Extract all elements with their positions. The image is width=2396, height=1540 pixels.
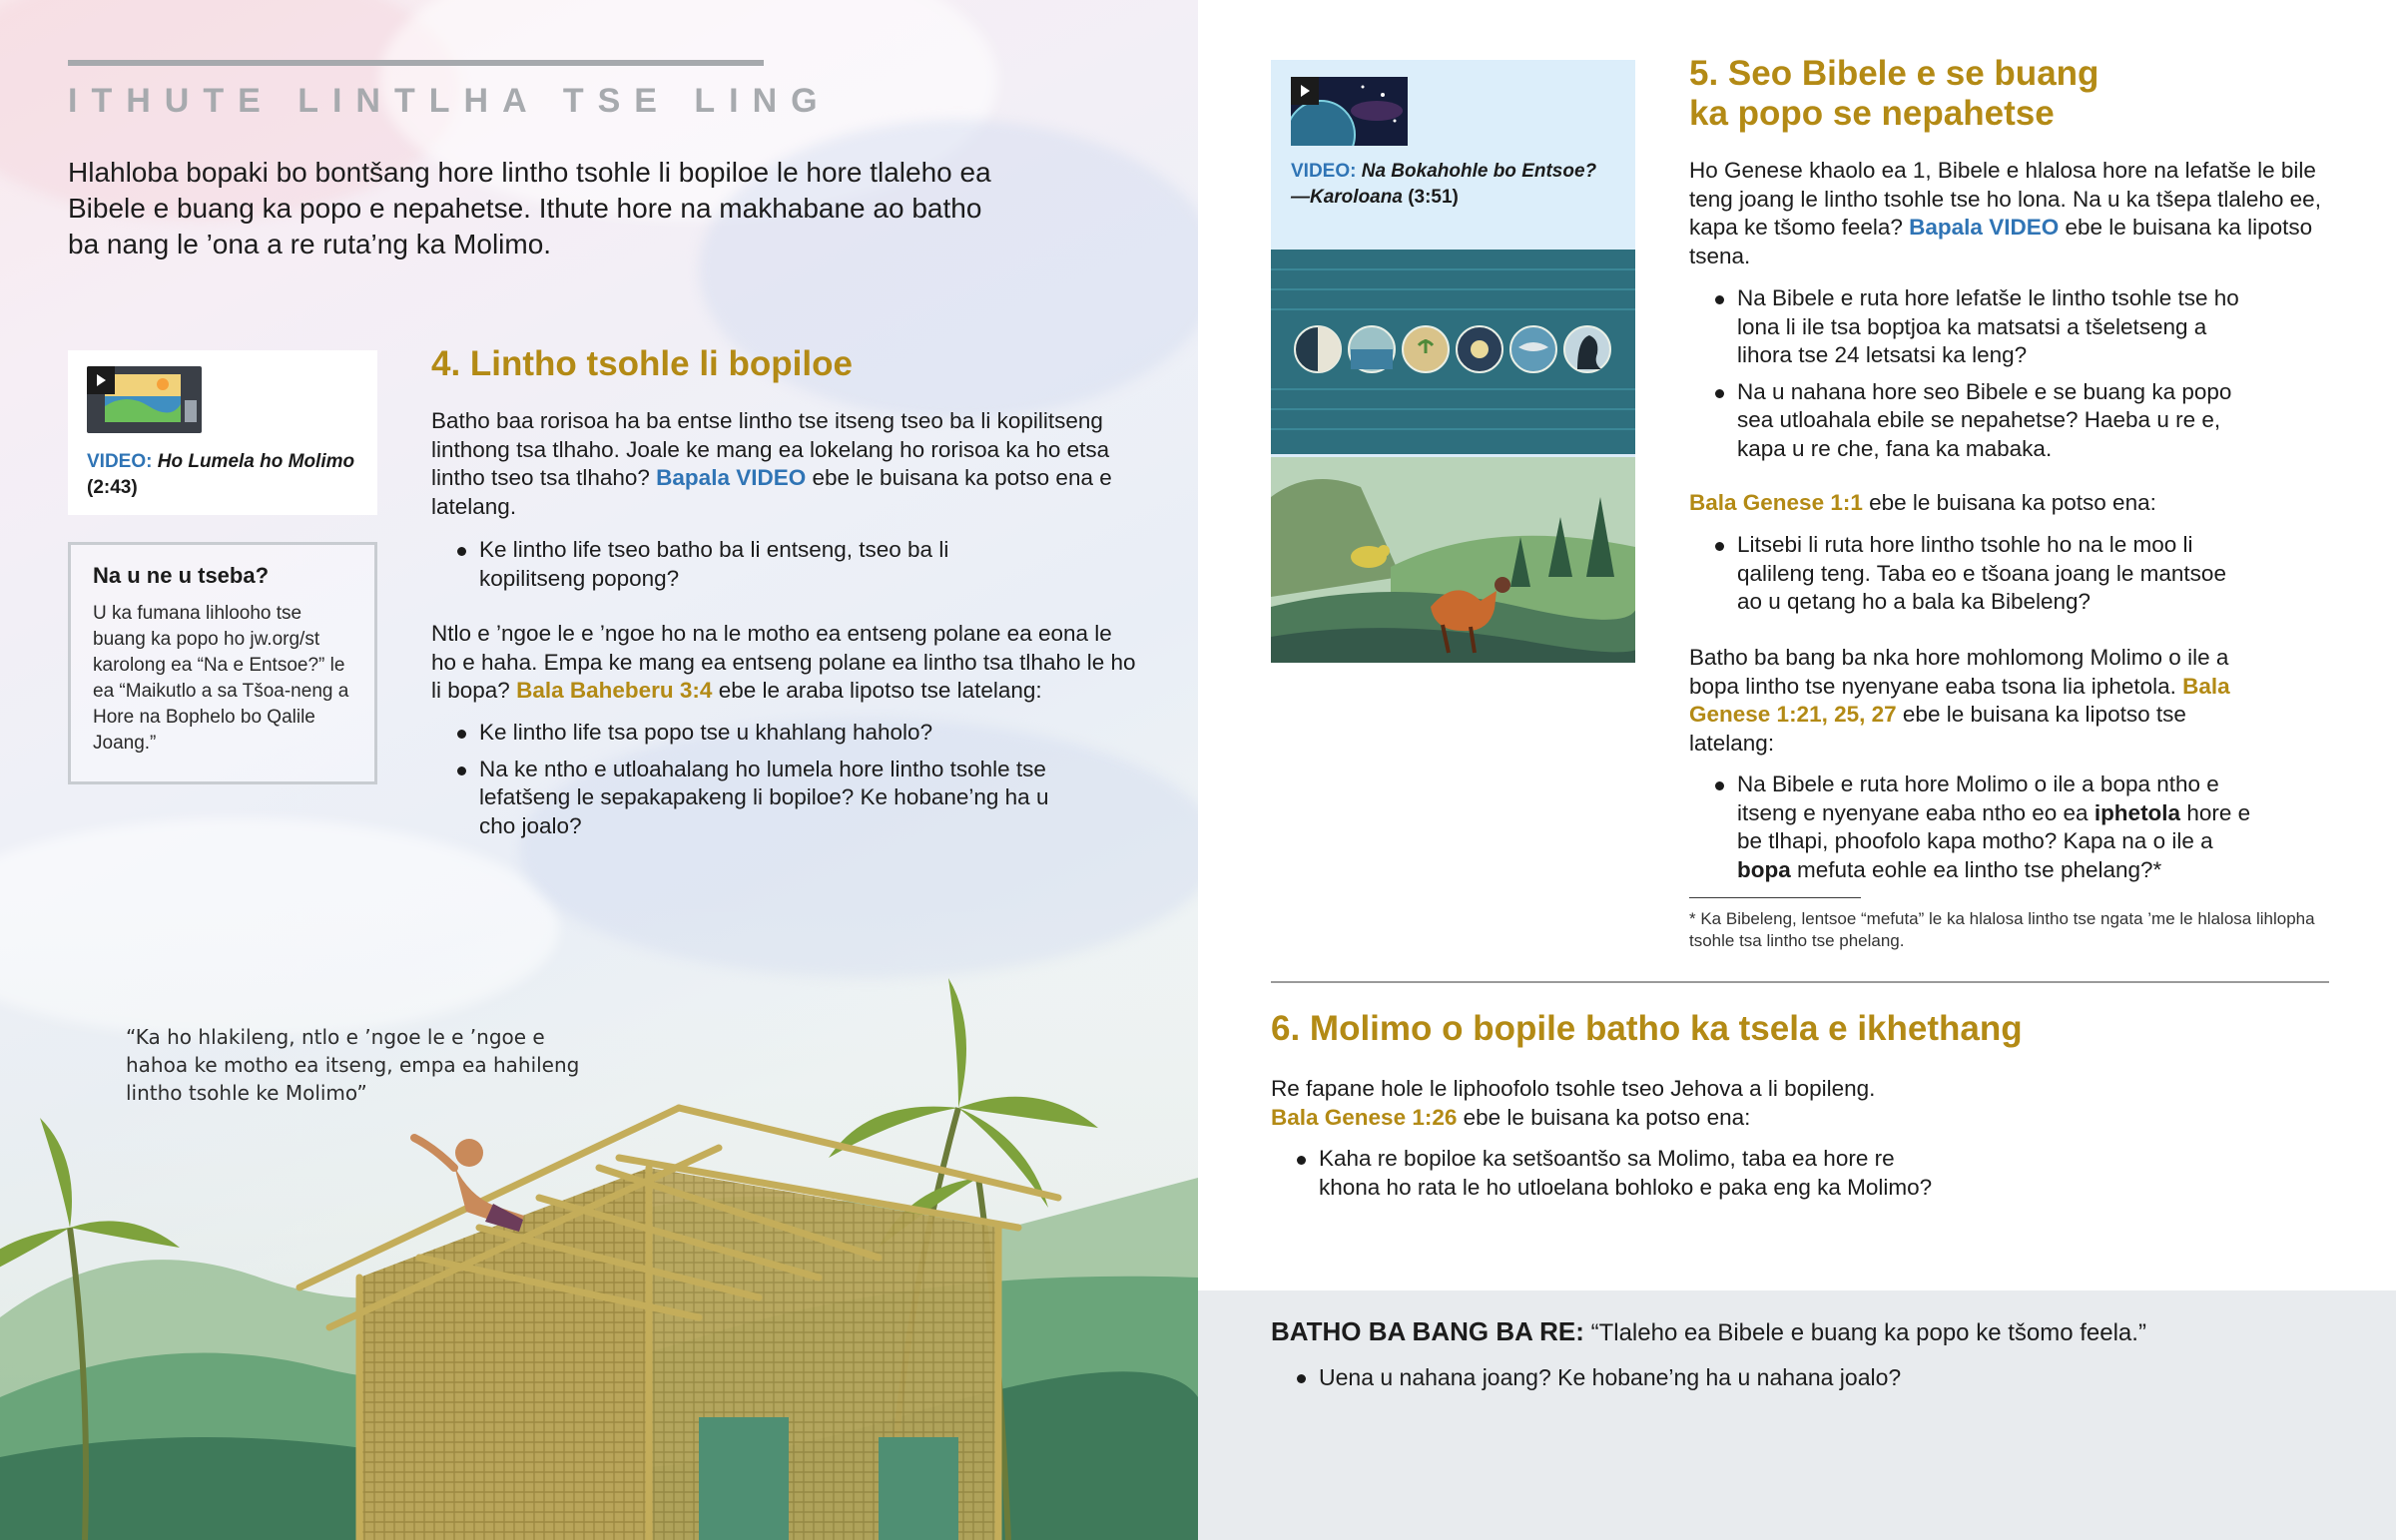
section-4-text: Ntlo e ’ngoe le e ’ngoe ho na le motho ea entseng polane ea eona le ho e haha. Empa ke mang ea entseng polane ea lintho tsa tlhaho le ho li bopa?	[431, 621, 1136, 703]
some-people-say-quote: “Tlaleho ea Bibele e buang ka popo ke tšomo feela.”	[1590, 1319, 2146, 1346]
illustration-quote: “Ka ho hlakileng, ntlo e ’ngoe le e ’ngoe e hahoa ke motho ea itseng, empa ea hahileng lintho tsohle ke Molimo”	[126, 1025, 580, 1105]
bullet-item: Ke lintho life tseo batho ba li entseng, tseo ba li kopilitseng popong?	[455, 536, 1014, 593]
section-5-text: ebe le buisana ka lipotso tsena.	[1689, 215, 2313, 268]
section-6-bullets	[1295, 1145, 1934, 1210]
video-duration: (2:43)	[87, 477, 138, 498]
section-5-text: Batho ba bang ba nka hore mohlomong Molimo o ile a bopa lintho tse nyenyane eaba tsona lia iphetola.	[1689, 645, 2229, 699]
section-4-text: Batho baa rorisoa ha ba entse lintho tse itseng tseo ba li kopilitseng linthong tsa tlhaho. Joale ke mang ea lokelang ho rorisoa ka ho etsa lintho tseo tsa tlhaho?	[431, 408, 1110, 490]
video-title[interactable]: Ho Lumela ho Molimo	[157, 451, 355, 472]
bullet-item: Na Bibele e ruta hore lefatše le lintho tsohle tse ho lona li ile tsa boptjoa ka matsatsi a tšeletseng a lihora tse 24 letsatsi ka leng?	[1713, 284, 2252, 370]
bullet-emphasis: iphetola	[2094, 799, 2181, 825]
scripture-reference[interactable]: Bala Baheberu 3:4	[516, 678, 713, 703]
creation-days-illustration	[1271, 250, 1635, 454]
hut-builder-illustration	[0, 898, 1198, 1540]
video-panel-bokahohle[interactable]	[1271, 60, 1635, 663]
bullet-text: Na Bibele e ruta hore Molimo o ile a bopa ntho e itseng e nyenyane eaba ntho eo ea	[1737, 771, 2219, 825]
video-caption[interactable]	[1291, 159, 1630, 211]
video-caption[interactable]	[87, 449, 366, 501]
section-6-text: ebe le buisana ka potso ena:	[1463, 1104, 1751, 1130]
video-title[interactable]: Na Bokahohle bo Entsoe?	[1361, 161, 1597, 182]
some-people-say-bullets	[1295, 1363, 2193, 1400]
some-people-say	[1271, 1315, 2146, 1349]
section-4-text: ebe le buisana ka potso ena e latelang.	[431, 465, 1112, 519]
section-6-paragraph-1	[1271, 1075, 1970, 1132]
section-5-text: ebe le buisana ka lipotso tse latelang:	[1689, 702, 2186, 756]
play-video-link[interactable]: Bapala VIDEO	[656, 465, 807, 490]
did-you-know-box	[68, 542, 377, 784]
bullet-item	[1713, 770, 2252, 884]
section-5-bullets-2	[1713, 531, 2252, 625]
bullet-item: Na ke ntho e utloahalang ho lumela hore lintho tsohle tse lefatšeng le sepakapakeng li bopiloe? Ke hobane’ng ha u cho joalo?	[455, 756, 1084, 841]
video-subtitle: —Karoloana	[1291, 187, 1403, 208]
section-5-heading-line: 5. Seo Bibele e se buang	[1689, 54, 2099, 93]
play-video-link[interactable]: Bapala VIDEO	[1909, 215, 2060, 240]
did-you-know-body: U ka fumana lihlooho tse buang ka popo ho jw.org/st karolong ea “Na e Entsoe?” le ea “Maikutlo a sa Tšoa-neng a Hore na Bophelo bo Qalile Joang.”	[93, 603, 349, 754]
section-6-text: Re fapane hole le liphoofolo tsohle tseo Jehova a li bopileng.	[1271, 1076, 1876, 1101]
section-kicker: ITHUTE LINTLHA TSE LING	[68, 82, 832, 120]
footnote-rule	[1689, 897, 1861, 898]
footnote: * Ka Bibeleng, lentsoe “mefuta” le ka hlalosa lintho tse ngata ’me le hlalosa lihlopha tsohle tsa lintho tse phelang.	[1689, 909, 2315, 950]
section-4-paragraph-2	[431, 620, 1140, 706]
section-5-paragraph-1	[1689, 157, 2328, 270]
bullet-item: Na u nahana hore seo Bibele e se buang ka popo sea utloahala ebile se nepahetse? Haeba u re e, kapa u re che, fana ka mabaka.	[1713, 378, 2252, 464]
video-thumbnail[interactable]	[1291, 77, 1408, 146]
scripture-reference[interactable]: Bala Genese 1:1	[1689, 490, 1863, 515]
video-thumbnail[interactable]	[87, 366, 202, 433]
did-you-know-title: Na u ne u tseba?	[93, 563, 270, 588]
section-5-bullets-1	[1713, 284, 2252, 471]
scripture-reference[interactable]: Bala Genese 1:26	[1271, 1104, 1458, 1130]
section-5-heading-line: ka popo se nepahetse	[1689, 94, 2055, 133]
bullet-item: Kaha re bopiloe ka setšoantšo sa Molimo, taba ea hore re khona ho rata le ho utloelana bohloko e paka eng ka Molimo?	[1295, 1145, 1934, 1202]
bullet-item: Uena u nahana joang? Ke hobane’ng ha u nahana joalo?	[1295, 1363, 2193, 1392]
section-5-paragraph-3	[1689, 644, 2248, 758]
some-people-say-lead: BATHO BA BANG BA RE:	[1271, 1316, 1584, 1346]
bullet-item: Litsebi li ruta hore lintho tsohle ho na le moo li qalileng teng. Taba eo e tšoana joang le mantsoe ao u qetang ho a bala ka Bibeleng?	[1713, 531, 2252, 617]
bullet-text: mefuta eohle ea lintho tse phelang?*	[1797, 856, 2162, 882]
section-5-text: ebe le buisana ka potso ena:	[1869, 490, 2156, 515]
section-5-text: Ho Genese khaolo ea 1, Bibele e hlalosa hore na lefatše le bile teng joang le lintho tsohle tse ho lona. Na u ka tšepa tlaleho ee, kapa ke tšomo feela?	[1689, 158, 2321, 240]
section-6-heading: 6. Molimo o bopile batho ka tsela e ikhethang	[1271, 1009, 2023, 1048]
right-page	[1198, 0, 2396, 1540]
intro-paragraph: Hlahloba bopaki bo bontšang hore lintho tsohle li bopiloe le hore tlaleho ea Bibele e buang ka popo e nepahetse. Ithute hore na makhabane ao batho ba nang le ’ona a re ruta’ng ka Molimo.	[68, 157, 991, 259]
section-4-bullets-1	[455, 536, 1014, 601]
video-panel-header[interactable]	[1271, 60, 1635, 250]
kicker-rule	[68, 60, 764, 66]
section-divider	[1271, 981, 2329, 983]
section-4-bullets-2	[455, 719, 1084, 848]
section-4-text: ebe le araba lipotso tse latelang:	[718, 678, 1042, 703]
section-4-paragraph-1	[431, 407, 1130, 521]
play-icon[interactable]	[87, 366, 115, 394]
bullet-item: Ke lintho life tsa popo tse u khahlang haholo?	[455, 719, 1084, 748]
video-label: VIDEO:	[87, 451, 153, 472]
section-5-paragraph-2	[1689, 489, 2328, 518]
bullet-text: hore e be tlhapi, phoofolo kapa motho? Kapa na o ile a	[1737, 799, 2251, 853]
nature-fox-illustration	[1271, 457, 1635, 663]
bullet-emphasis: bopa	[1737, 856, 1791, 882]
scripture-reference[interactable]: Bala Genese 1:21, 25, 27	[1689, 673, 2230, 727]
video-label: VIDEO:	[1291, 161, 1357, 182]
section-4-heading: 4. Lintho tsohle li bopiloe	[431, 344, 853, 383]
video-duration: (3:51)	[1408, 187, 1459, 208]
section-5-heading	[1689, 54, 2328, 134]
section-5-bullets-3	[1713, 770, 2252, 892]
video-card-ho-lumela[interactable]	[68, 350, 377, 515]
play-icon[interactable]	[1291, 77, 1319, 105]
